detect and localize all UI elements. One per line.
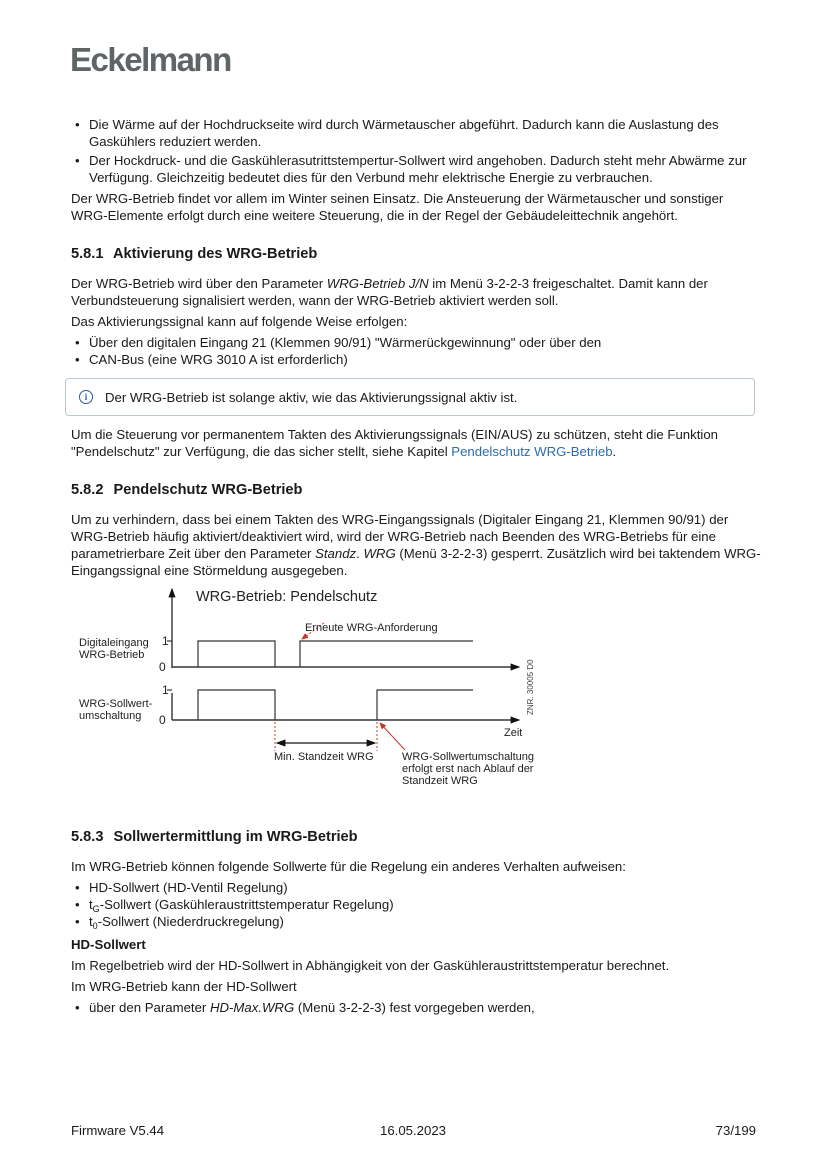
- info-icon: i: [79, 390, 93, 404]
- paragraph: Der WRG-Betrieb wird über den Parameter WRG-Betrieb J/N im Menü 3-2-2-3 freigeschaltet. Damit kann der Verbundsteuerung signalisiert werden, wann der WRG-Betrieb aktiviert werden soll.: [71, 276, 708, 308]
- diagram-title: WRG-Betrieb: Pendelschutz: [196, 589, 378, 605]
- svg-text:WRG-Sollwert-: WRG-Sollwert-: [79, 698, 153, 710]
- document-date: 16.05.2023: [380, 1123, 447, 1138]
- page-number: 73/199: [715, 1123, 756, 1138]
- svg-text:Min. Standzeit WRG: Min. Standzeit WRG: [274, 751, 374, 763]
- pendelschutz-link[interactable]: Pendelschutz WRG-Betrieb: [451, 444, 613, 459]
- pendelschutz-timing-diagram: [71, 583, 761, 815]
- svg-text:WRG-Sollwertumschaltung: WRG-Sollwertumschaltung: [402, 751, 535, 763]
- list-item: • $t_G$-Sollwert (Gaskühleraustrittstemperatur Regelung): [71, 896, 761, 913]
- svg-text:Standzeit WRG: Standzeit WRG: [402, 775, 478, 787]
- svg-text:erfolgt erst nach Ablauf der: erfolgt erst nach Ablauf der: [402, 763, 534, 775]
- list-item: • CAN-Bus (eine WRG 3010 A ist erforderlich): [71, 351, 761, 368]
- activation-bullet-list: [71, 334, 761, 368]
- svg-text:umschaltung: umschaltung: [79, 710, 142, 722]
- svg-text:1: 1: [162, 683, 169, 697]
- list-item: • über den Parameter HD-Max.WRG (Menü 3-2-2-3) fest vorgegeben werden,: [71, 999, 761, 1016]
- parameter-name: WRG-Betrieb J/N: [326, 276, 429, 291]
- list-item: • Der Hockdruck- und die Gaskühlerasutrittstempertur-Sollwert wird angehoben. Dadurch steht mehr Abwärme zur Verfügung. Gleichzeitig bedeutet dies für den Verbund mehr elektrische Energie zu verbrauchen.: [71, 152, 761, 186]
- list-item: • HD-Sollwert (HD-Ventil Regelung): [71, 879, 761, 896]
- subheading-hd-sollwert: HD-Sollwert: [71, 937, 146, 952]
- svg-text:0: 0: [159, 660, 166, 674]
- svg-text:WRG-Betrieb: WRG-Betrieb: [79, 649, 145, 661]
- paragraph: Im WRG-Betrieb kann der HD-Sollwert: [71, 979, 297, 994]
- svg-text:Zeit: Zeit: [504, 727, 523, 739]
- note-text: Der WRG-Betrieb ist solange aktiv, wie das Aktivierungssignal aktiv ist.: [105, 389, 518, 405]
- parameter-name: WRG: [363, 546, 396, 561]
- section-heading-5-8-3: 5.8.3 Sollwertermittlung im WRG-Betrieb: [71, 829, 358, 845]
- svg-text:Erneute WRG-Anforderung: Erneute WRG-Anforderung: [305, 622, 438, 634]
- setpoint-bullet-list: [71, 879, 761, 930]
- firmware-version: Firmware V5.44: [71, 1123, 165, 1138]
- list-item: • $t_0$-Sollwert (Niederdruckregelung): [71, 913, 761, 930]
- info-note-box: [65, 378, 755, 416]
- list-item: • Über den digitalen Eingang 21 (Klemmen 90/91) "Wärmerückgewinnung" oder über den: [71, 334, 761, 351]
- section-heading-5-8-1: 5.8.1 Aktivierung des WRG-Betrieb: [71, 246, 318, 262]
- intro-paragraph: Der WRG-Betrieb findet vor allem im Winter seinen Einsatz. Die Ansteuerung der Wärmetauscher und sonstiger WRG-Elemente erfolgt durch eine weitere Steuerung, die in der Regel der Gebäudeleittechnik angehört.: [71, 191, 724, 223]
- paragraph: Im WRG-Betrieb können folgende Sollwerte für die Regelung ein anderes Verhalten aufweisen:: [71, 859, 626, 874]
- svg-text:ZNR. 30005 D0: ZNR. 30005 D0: [526, 659, 535, 715]
- svg-text:Digitaleingang: Digitaleingang: [79, 637, 149, 649]
- svg-text:1: 1: [162, 634, 169, 648]
- intro-bullet-list: [71, 116, 761, 186]
- list-item: • Die Wärme auf der Hochdruckseite wird durch Wärmetauscher abgeführt. Dadurch kann die Auslastung des Gaskühlers reduziert werden.: [71, 116, 761, 150]
- svg-text:0: 0: [159, 713, 166, 727]
- parameter-name: Standz: [315, 546, 357, 561]
- parameter-name: HD-Max.WRG: [209, 1000, 295, 1015]
- hd-bullet-list: [71, 999, 761, 1016]
- company-logo: Eckelmann: [70, 41, 231, 78]
- paragraph: Im Regelbetrieb wird der HD-Sollwert in Abhängigkeit von der Gaskühleraustrittstemperatur berechnet.: [71, 958, 670, 973]
- page-footer: [71, 1123, 756, 1138]
- paragraph: Um zu verhindern, dass bei einem Takten des WRG-Eingangssignals (Digitaler Eingang 21, Klemmen 90/91) der WRG-Betrieb häufig aktiviert/deaktiviert wird, wird der WRG-Betrieb nach Beenden des WRG-Betriebs für eine parametrierbare Zeit über den Parameter Standz. WRG (Menü 3-2-2-3) gesperrt. Zusätzlich wird bei taktendem WRG-Eingangssignal eine Störmeldung ausgegeben.: [71, 512, 761, 578]
- section-heading-5-8-2: 5.8.2 Pendelschutz WRG-Betrieb: [71, 482, 303, 498]
- paragraph: Um die Steuerung vor permanentem Takten des Aktivierungssignals (EIN/AUS) zu schützen, steht die Funktion "Pendelschutz" zur Verfügung, die das sicher stellt, siehe Kapitel Pendelschutz WRG-Betrieb.: [71, 427, 718, 459]
- page-content: [71, 116, 761, 1016]
- paragraph: Das Aktivierungssignal kann auf folgende Weise erfolgen:: [71, 314, 408, 329]
